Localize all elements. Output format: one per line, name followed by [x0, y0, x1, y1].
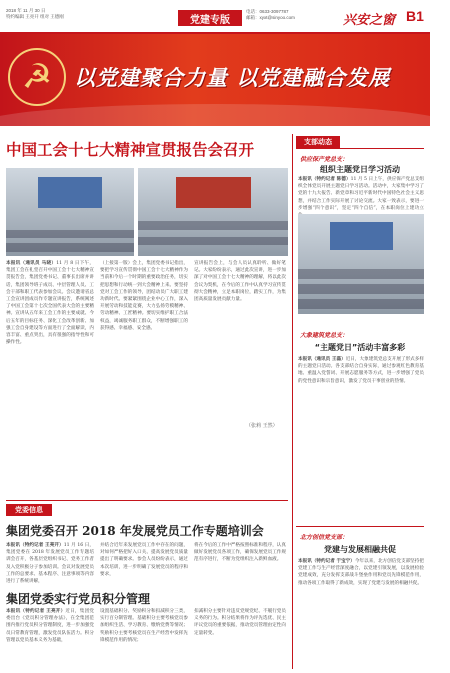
sidebar-item-2-source: 大象建筑党总支：: [300, 332, 349, 339]
main-article-text-1: 11 月 8 日下午，集团工会在礼堂召开中国工会十七大精神宣贯报告会，集团党委书记、董事长出席并讲话，集团领导班子成员、中层管理人员、工会干部和职工代表参加会议。会议邀请省总工会宣讲团成员作专题宣讲报告，系统阐述了中国工会第十七次全国代表大会的主要精神。宣讲从五年来工会工作的主要成就、今后五年的目标任务、深化工会改革创新、加强工会自身建设等方面进行了全面解读，内容丰富、重点突出，具有很强的指导性和可操作性。: [6, 261, 94, 346]
sidebar-item-1-title: 组织主题党日学习活动: [320, 165, 400, 174]
banner: [0, 34, 430, 126]
sidebar-item-3-source: 北方创信党支部：: [300, 534, 349, 541]
sidebar-item-3-byline: 本报讯（特约记者 于宝宁）: [298, 559, 355, 564]
column-separator: [292, 134, 293, 669]
sidebar-item-3-title: 党建与发展相融共促: [324, 545, 396, 554]
article-3-byline: 本报讯（特约记者 王亮开）: [6, 609, 66, 614]
article-2-title: 集团党委召开 2018 年发展党员工作专题培训会: [6, 524, 264, 538]
article-2-col-1: [6, 542, 94, 584]
party-emblem-icon: ☭: [8, 48, 66, 106]
main-article-text-2: （上接第一版）会上，集团党委书记指出，要把学习宣传贯彻中国工会十七大精神作为当前和今后一个时期的重要政治任务，切实把思想和行动统一到大会精神上来。要坚持党对工会工作的领导，团结动员广大职工建功新时代。要紧紧围绕企业中心工作，深入开展劳动和技能竞赛，大力弘扬劳模精神、劳动精神、工匠精神。要切实维护职工合法权益，竭诚服务职工群众，不断增强职工的获得感、幸福感、安全感。: [100, 261, 188, 331]
sidebar-item-2-byline: 本报讯（通讯员 王磊）: [298, 357, 346, 362]
page-header: [0, 0, 430, 32]
article-3-text-3: 扣减积分主要针对违反党规党纪、不履行党员义务的行为。积分结果将作为评先选优、民主评议党员的重要依据，推动党员管理由定性向定量转变。: [194, 609, 286, 636]
sidebar-rule-2: [296, 526, 424, 527]
article-3-col-3: [194, 608, 286, 668]
banner-slogan: 以党建聚合力量 以党建融合发展: [74, 66, 391, 90]
main-article-byline: 本报讯（通讯员 马晓）: [6, 261, 57, 266]
sidebar-item-1-text: [298, 176, 424, 212]
issue-meta: [6, 8, 64, 20]
article-3-col-2: [100, 608, 188, 668]
section-title: 党建专版: [178, 10, 242, 26]
main-article-col-1: [6, 260, 94, 498]
article-2-text-3: 将在今后的工作中严格按照标准和程序，认真做好发展党员各项工作，确保发展党员工作规范有序进行，不断为党组织注入新鲜血液。: [194, 543, 286, 563]
article-3-col-1: [6, 608, 94, 668]
article-2-col-2: [100, 542, 188, 584]
main-article-title: 中国工会十七大精神宣贯报告会召开: [6, 140, 255, 159]
page-number: B1: [406, 8, 424, 24]
main-article-credit: （张莉 王然）: [246, 423, 278, 429]
sidebar-item-2-body: 近日，大象建筑党总支开展了形式多样的主题党日活动。各支部结合自身实际，通过参观红色教育基地、重温入党誓词、开展志愿服务等方式，进一步增强了党员的党性意识和宗旨意识，激发了党员干事创业的热情。: [298, 357, 424, 384]
article-2-text-2: 并结合近年来发展党员工作中存在的问题，对如何严格把好入口关、提高发展党员质量提出了明确要求。参会人员纷纷表示，通过本次培训，进一步明确了发展党员的程序和要求，: [100, 543, 188, 577]
sidebar-item-1-body: 11 月 5 日上午，供应保产党总支组织全体党员开展主题党日学习活动。活动中，大家集中学习了党的十九大报告、新党章和习近平新时代中国特色社会主义思想，并结合工作实际开展了讨论交流。大家一致表示，要进一步增强“四个意识”，坚定“四个自信”，在本职岗位上建功立: [298, 177, 424, 211]
sidebar-item-3-text: [298, 558, 424, 668]
main-article-col-3: [194, 260, 286, 420]
meeting-photo-2: [138, 168, 288, 256]
branch-news-tag: 支部动态: [296, 136, 340, 148]
article-2-text-1: 11 月 16 日，集团党委在 2018 年发展党员工作专题培训会召开，各基层党组织书记、党务工作者及入党积极分子参加培训。会议对发展党员工作的总要求、基本程序、注意事项等内容进行了系统讲解，: [6, 543, 94, 585]
article-2-byline: 本报讯（特约记者 王亮开）: [6, 543, 64, 548]
meeting-photo-1: [6, 168, 134, 256]
issue-editors: 特约编辑 王亮开 组对 王德刚: [6, 14, 64, 19]
article-2-col-3: [194, 542, 286, 584]
sidebar-item-2-title: “主题党日”活动丰富多彩: [314, 343, 406, 352]
sidebar-rule: [296, 148, 424, 149]
contact-info: [246, 9, 295, 21]
article-3-text-1: 近日，集团党委出台《党员积分管理办法》，在全集团范围内推行党员积分管理制度，进一步加强党员日常教育管理，激发党员队伍活力。积分管理以党员基本义务为基础，: [6, 609, 94, 643]
main-article-text-3: 宣讲报告会上，与会人员认真聆听、做好笔记。大家纷纷表示，通过此次宣讲，进一步加深了对中国工会十七大精神的理解，将以此次会议为契机，在今后的工作中认真学习宣传贯彻大会精神，立足本职岗位，踏实工作，为集团高质量发展贡献力量。: [194, 261, 286, 303]
contact-phone: 电话：0633-3097787: [246, 9, 289, 14]
sidebar-item-1-byline: 本报讯（特约记者 陈德）: [298, 177, 351, 182]
main-article-col-2: [100, 260, 188, 498]
article-3-text-2: 设置基础积分、奖励积分和扣减积分三类，实行百分制管理。基础积分主要考核党员参加组织生活、学习教育、缴纳党费等情况；奖励积分主要考核党员在生产经营中发挥先锋模范作用的情况；: [100, 609, 188, 643]
party-info-tag: 党委信息: [6, 504, 52, 516]
contact-email: 邮箱：xyxt@sinyoo.com: [246, 15, 295, 20]
sidebar-photo: [298, 214, 424, 314]
sidebar-item-1-source: 供应保产党总支：: [300, 156, 349, 163]
section-divider: [6, 500, 288, 501]
sidebar-item-2-text: [298, 356, 424, 516]
masthead-logo: 兴安之窗: [343, 13, 396, 28]
article-3-title: 集团党委实行党员积分管理: [6, 592, 151, 606]
sidebar-item-3-body: 今年以来，北方创信党支部坚持把党建工作与生产经营深度融合，以党建引领发展，以发展检验党建成效，充分发挥支部战斗堡垒作用和党员先锋模范作用，推动各项工作取得了新成效，实现了党建与发展的相融共促。: [298, 559, 424, 586]
issue-date: 2018 年 11 月 30 日: [6, 8, 46, 13]
